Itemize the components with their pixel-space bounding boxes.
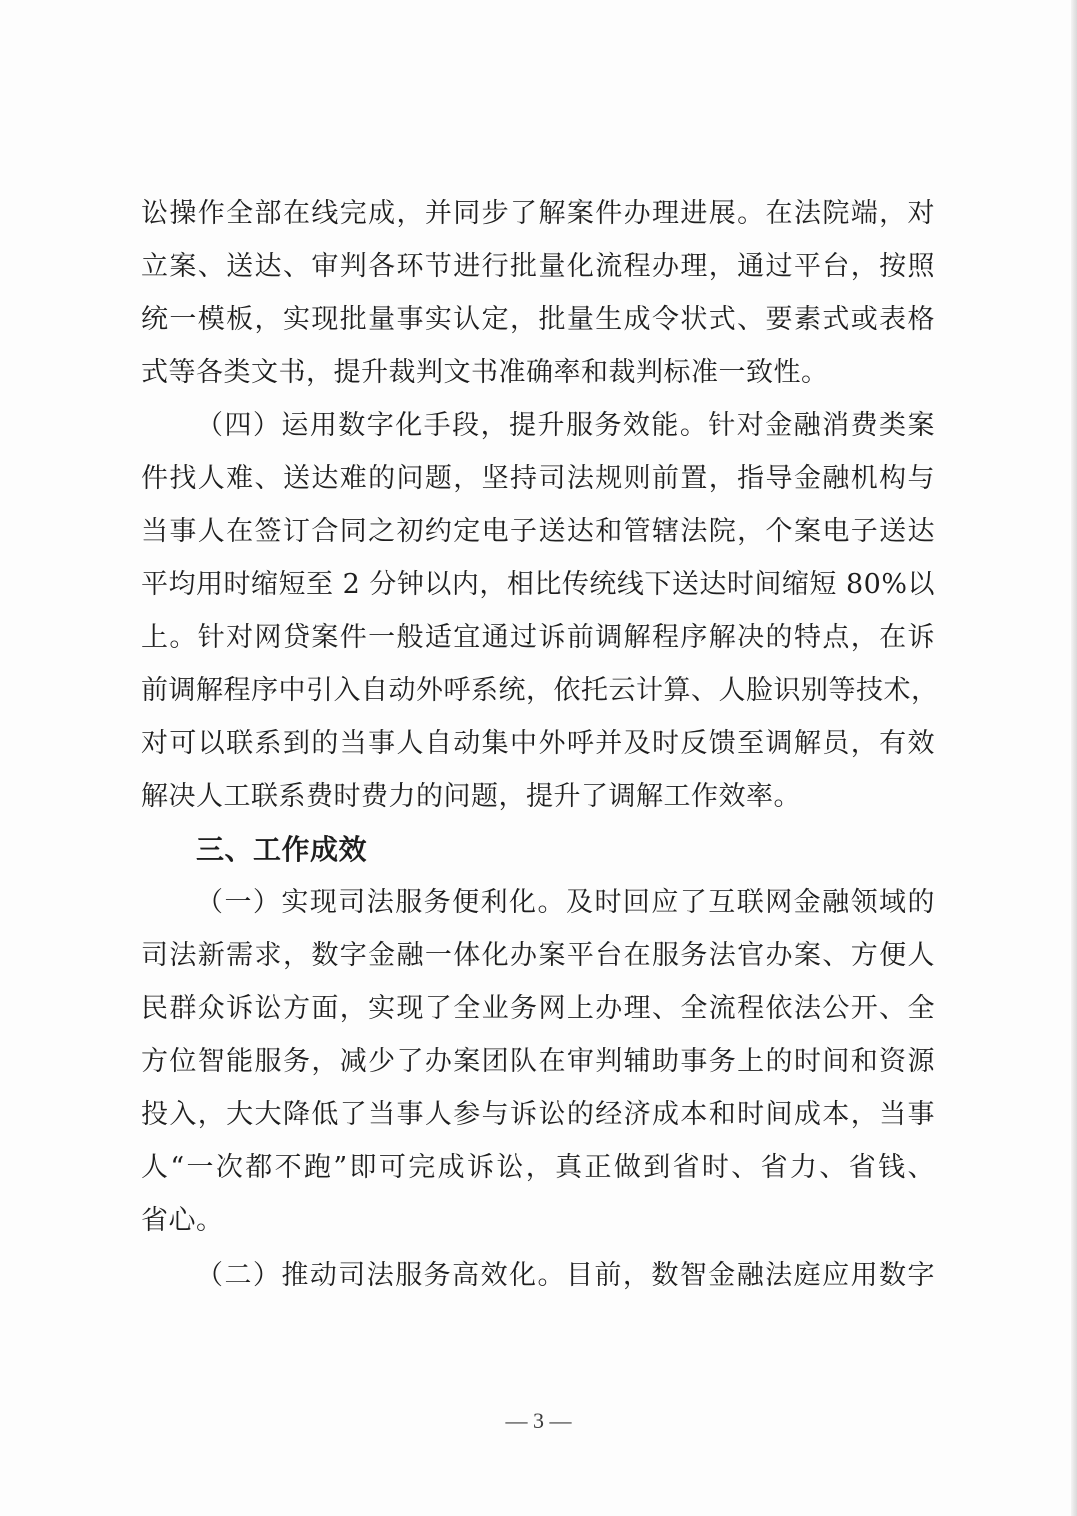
body-line: 投入，大大降低了当事人参与诉讼的经济成本和时间成本，当事 [141, 1099, 935, 1130]
body-line: 统一模板，实现批量事实认定，批量生成令状式、要素式或表格 [141, 304, 935, 335]
body-line: 省心。 [141, 1205, 224, 1236]
page-edge-shadow [1071, 0, 1077, 1516]
body-line: 件找人难、送达难的问题，坚持司法规则前置，指导金融机构与 [141, 463, 935, 494]
body-line: 方位智能服务，减少了办案团队在审判辅助事务上的时间和资源 [141, 1046, 935, 1077]
body-line: 人“一次都不跑”即可完成诉讼，真正做到省时、省力、省钱、 [141, 1152, 935, 1183]
body-line: 司法新需求，数字金融一体化办案平台在服务法官办案、方便人 [141, 940, 935, 971]
body-line: 立案、送达、审判各环节进行批量化流程办理，通过平台，按照 [141, 251, 935, 282]
body-line: 式等各类文书，提升裁判文书准确率和裁判标准一致性。 [141, 357, 829, 388]
body-line: 讼操作全部在线完成，并同步了解案件办理进展。在法院端，对 [141, 198, 935, 229]
paragraph-first-line: （一）实现司法服务便利化。及时回应了互联网金融领域的 [196, 887, 935, 918]
body-line: 前调解程序中引入自动外呼系统，依托云计算、人脸识别等技术， [141, 675, 939, 706]
paragraph-first-line: （二）推动司法服务高效化。目前，数智金融法庭应用数字 [196, 1260, 935, 1291]
body-line: 平均用时缩短至 2 分钟以内，相比传统线下送达时间缩短 80%以 [141, 569, 935, 600]
body-line: 上。针对网贷案件一般适宜通过诉前调解程序解决的特点，在诉 [141, 622, 935, 653]
body-line: 解决人工联系费时费力的问题，提升了调解工作效率。 [141, 781, 801, 812]
page-number: — 3 — [505, 1408, 572, 1433]
body-line: 当事人在签订合同之初约定电子送达和管辖法院，个案电子送达 [141, 516, 935, 547]
body-line: 民群众诉讼方面，实现了全业务网上办理、全流程依法公开、全 [141, 993, 935, 1024]
section-heading: 三、工作成效 [196, 833, 368, 866]
body-line: 对可以联系到的当事人自动集中外呼并及时反馈至调解员，有效 [141, 728, 935, 759]
paragraph-first-line: （四）运用数字化手段，提升服务效能。针对金融消费类案 [196, 410, 935, 441]
